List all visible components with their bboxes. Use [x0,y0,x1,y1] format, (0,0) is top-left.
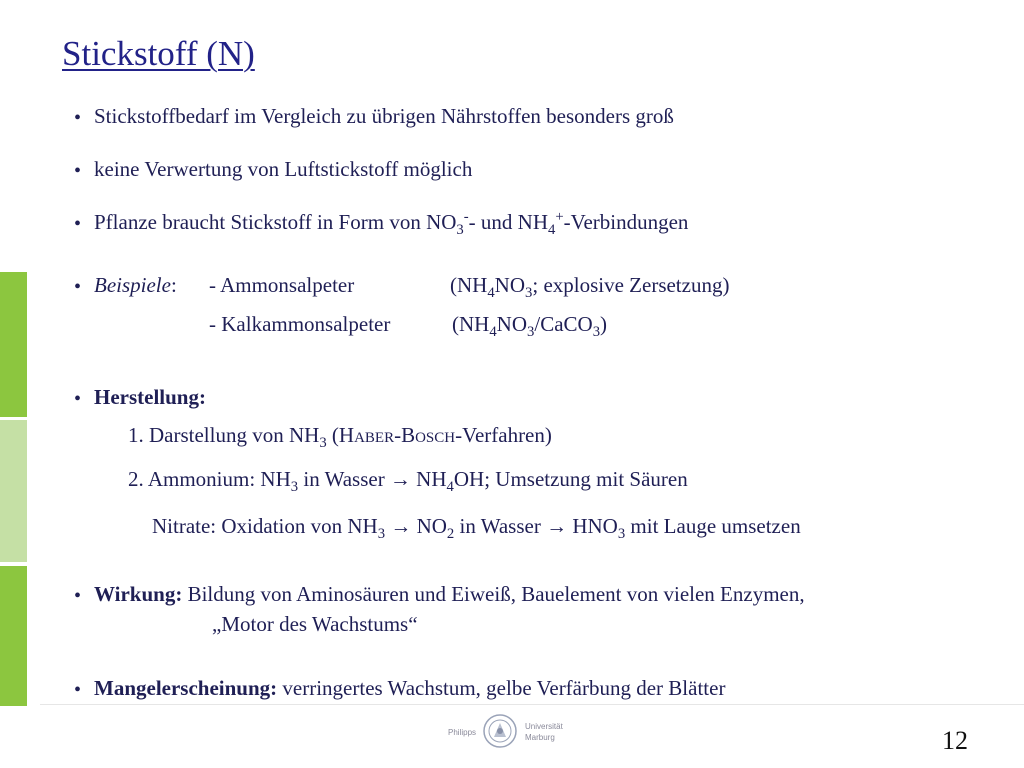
text: Nitrate: Oxidation von NH [152,514,378,538]
smallcaps: osch [415,423,456,447]
subscript: 3 [290,479,299,496]
bullet-marker: • [74,679,82,701]
beispiel-ammonsalpeter-name: - Ammonsalpeter [209,273,355,297]
subscript: 3 [592,324,601,341]
accent-bar-2 [0,420,27,562]
text: -Verbindungen [563,210,689,234]
text: (NH [452,312,490,336]
text: NO [494,273,526,297]
subscript: 3 [617,526,626,543]
beispiel-kalkammonsalpeter-name: - Kalkammonsalpeter [209,312,391,336]
subscript: 2 [446,526,455,543]
university-name-left: Philipps [448,728,477,737]
text: NO [496,312,528,336]
bullet-luftstickstoff: keine Verwertung von Luftstickstoff möglich [94,157,473,181]
subscript: 3 [319,435,327,452]
bullet-marker: • [74,213,82,235]
university-name-right-1: Universität [525,722,563,731]
text: - und NH [468,210,548,234]
text: → NO [385,514,447,538]
subscript: 3 [527,324,535,341]
beispiele-label [94,275,177,296]
bullet-marker: • [74,107,82,129]
bullet-stickstoff-form [94,209,689,239]
text: 1. Darstellung von NH [128,423,320,447]
text: OH; Umsetzung mit Säuren [453,467,688,491]
accent-bar-1 [0,272,27,417]
bullet-marker: • [74,388,82,410]
university-seal-logo [482,713,518,749]
text: (H [326,423,355,447]
wirkung-bold: Wirkung: [94,582,183,606]
herstellung-bold: Herstellung: [94,385,206,409]
subscript: 4 [547,222,556,239]
text: 2. Ammonium: NH [128,467,291,491]
text: ; explosive Zersetzung) [532,273,730,297]
university-name-right-2: Marburg [525,733,555,742]
beispiele-italic: Beispiele [94,273,171,297]
text: (NH [450,273,488,297]
subscript: 4 [446,479,454,496]
text: in Wasser → NH [298,467,447,491]
text: in Wasser → HNO [454,514,618,538]
superscript: - [463,209,469,225]
wirkung-line-2: „Motor des Wachstums“ [212,612,418,636]
beispiel-kalkammonsalpeter-formula [452,312,608,341]
text: verringertes Wachstum, gelbe Verfärbung der Blätter [277,676,726,700]
bullet-marker: • [74,160,82,182]
text: Pflanze braucht Stickstoff in Form von NO [94,210,457,234]
beispiel-ammonsalpeter-formula [450,273,730,302]
subscript: 3 [456,222,464,239]
mangelerscheinung-line [94,678,725,699]
text: ) [600,312,608,336]
superscript: + [555,209,564,225]
slide-title: Stickstoff (N) [62,34,255,73]
herstellung-step-3 [152,514,801,543]
bullet-marker: • [74,585,82,607]
herstellung-step-1 [128,423,552,452]
accent-bar-3 [0,566,27,706]
bullet-stickstoffbedarf: Stickstoffbedarf im Vergleich zu übrigen Nährstoffen besonders groß [94,104,674,128]
text: Bildung von Aminosäuren und Eiweiß, Bauelement von vielen Enzymen, [182,582,805,606]
text: -B [394,423,416,447]
subscript: 3 [377,526,386,543]
colon: : [170,273,177,297]
subscript: 4 [487,285,495,302]
subscript: 3 [525,285,533,302]
smallcaps: aber [354,423,395,447]
text: -Verfahren) [455,423,552,447]
wirkung-line-1 [94,584,805,605]
text: mit Lauge umsetzen [625,514,801,538]
subscript: 4 [489,324,497,341]
mangel-bold: Mangelerscheinung: [94,676,278,700]
herstellung-step-2 [128,467,688,496]
text: /CaCO [534,312,593,336]
page-number: 12 [942,726,968,755]
herstellung-label [94,387,206,408]
footer-divider [40,704,1024,705]
bullet-marker: • [74,276,82,298]
